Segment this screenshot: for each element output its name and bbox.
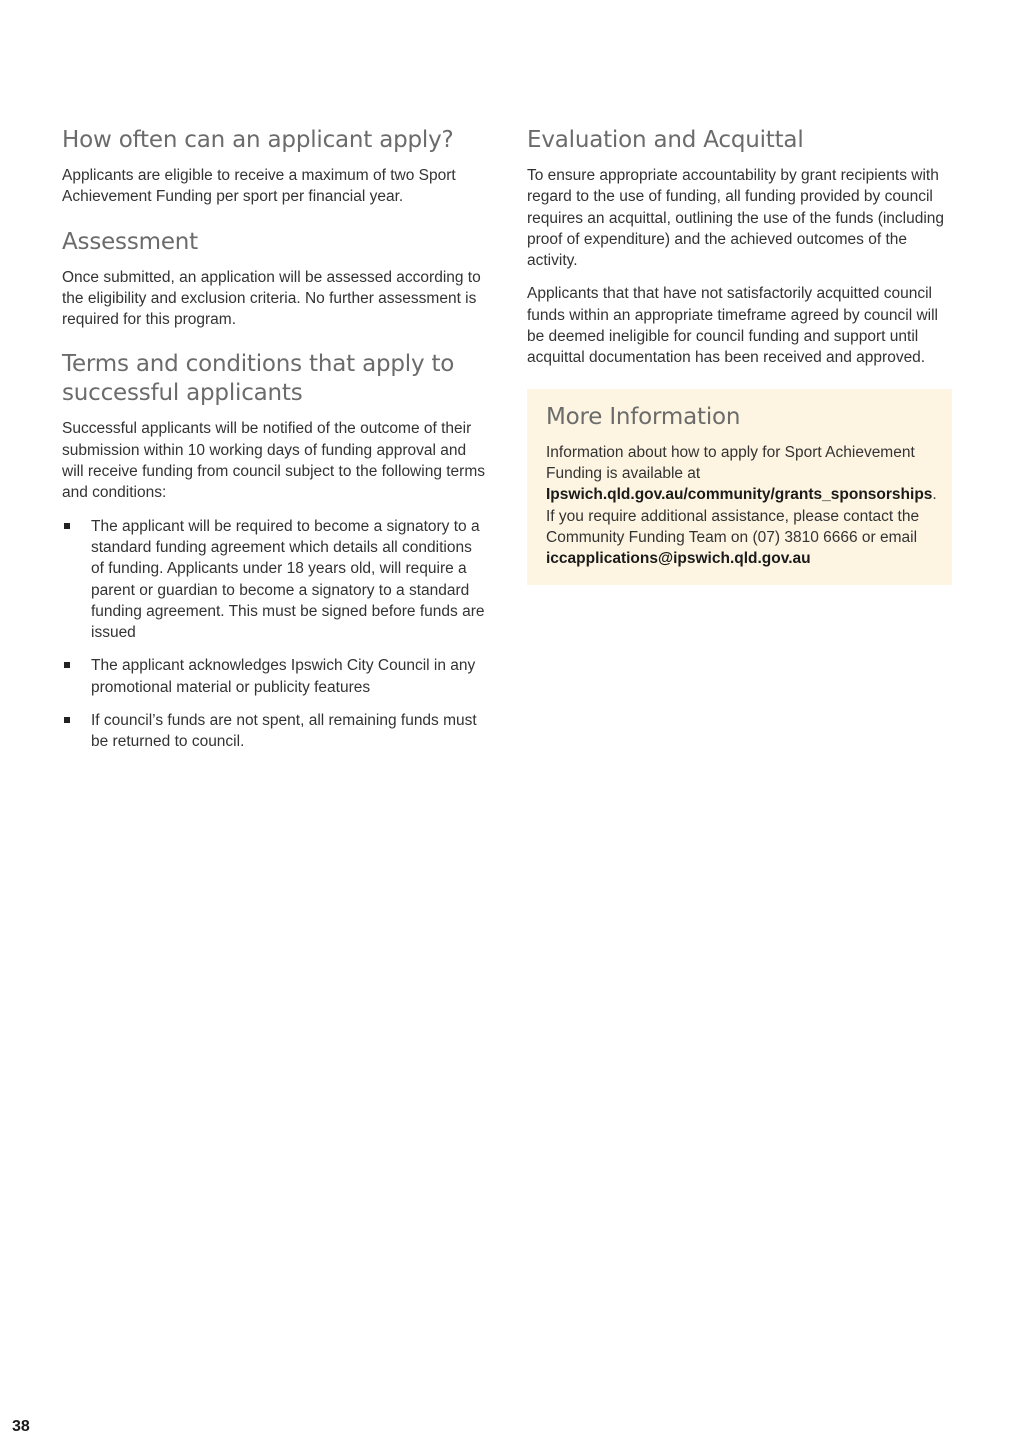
terms-intro: Successful applicants will be notified of the outcome of their submission within 10 working days of funding approval and will receive funding from council subject to the following terms and conditions: — [62, 420, 485, 502]
apply-frequency-heading: How often can an applicant apply? — [62, 127, 454, 153]
list-item — [62, 516, 487, 644]
square-bullet-icon — [64, 662, 70, 668]
page-number: 38 — [12, 1418, 30, 1435]
evaluation-text-1: To ensure appropriate accountability by grant recipients with regard to the use of funding, all funding provided by council requires an acquittal, outlining the use of the funds (including proof of expenditure) and the achieved outcomes of the activity. — [527, 167, 945, 270]
list-item-text: The applicant will be required to become a signatory to a standard funding agreement which details all conditions of funding. Applicants under 18 years old, will require a parent or guardian to become a signatory to a standard funding agreement. This must be signed before funds are issued — [91, 517, 485, 642]
right-column — [527, 126, 952, 585]
list-item-text: If council’s funds are not spent, all remaining funds must be returned to council. — [91, 712, 477, 751]
more-information-text — [546, 442, 937, 570]
list-item — [62, 655, 487, 698]
terms-section — [62, 350, 487, 752]
more-info-contact-text: . If you require additional assistance, please contact the Community Funding Team on (07) 3810 6666 or email — [546, 486, 937, 546]
apply-frequency-text: Applicants are eligible to receive a maximum of two Sport Achievement Funding per sport per financial year. — [62, 167, 456, 206]
left-column — [62, 126, 487, 773]
email-link[interactable]: iccapplications@ipswich.qld.gov.au — [546, 550, 811, 568]
more-information-heading: More Information — [546, 403, 741, 430]
evaluation-text-2: Applicants that that have not satisfactorily acquitted council funds within an appropriate timeframe agreed by council will be deemed ineligible for council funding and support until acquittal documentation has been received and approved. — [527, 285, 938, 367]
evaluation-section — [527, 126, 952, 369]
assessment-text: Once submitted, an application will be assessed according to the eligibility and exclusion criteria. No further assessment is required for this program. — [62, 268, 481, 329]
more-info-intro-text: Information about how to apply for Sport Achievement Funding is available at — [546, 443, 915, 482]
terms-heading: Terms and conditions that apply to successful applicants — [62, 351, 455, 407]
assessment-heading: Assessment — [62, 228, 198, 255]
square-bullet-icon — [64, 523, 70, 529]
evaluation-heading: Evaluation and Acquittal — [527, 127, 804, 153]
square-bullet-icon — [64, 717, 70, 723]
more-information-box — [527, 389, 952, 586]
list-item — [62, 710, 487, 753]
terms-list — [62, 516, 487, 753]
assessment-section — [62, 228, 487, 331]
apply-frequency-section — [62, 126, 487, 208]
grants-website-link[interactable]: Ipswich.qld.gov.au/community/grants_sponsorships — [546, 486, 933, 504]
list-item-text: The applicant acknowledges Ipswich City Council in any promotional material or publicity features — [91, 657, 476, 696]
